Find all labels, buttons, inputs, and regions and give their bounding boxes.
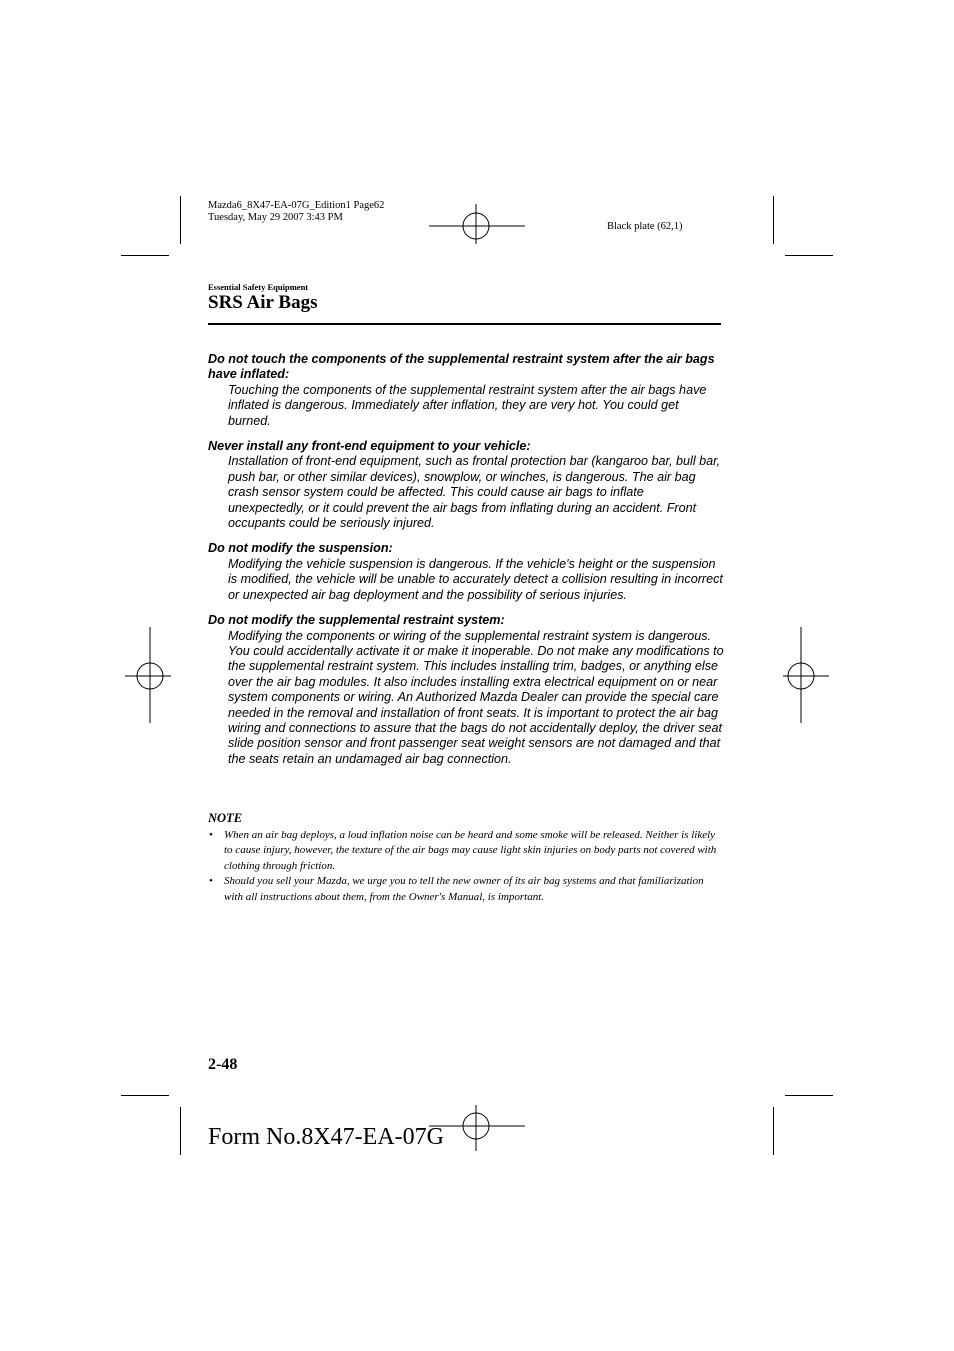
registration-mark-left (125, 627, 171, 723)
title-rule (208, 323, 721, 325)
form-number: Form No.8X47-EA-07G (208, 1124, 444, 1150)
warning-item (208, 439, 724, 531)
warning-heading: Do not touch the components of the supplemental restraint system after the air bags have inflated: (208, 352, 715, 382)
print-meta-file: Mazda6_8X47-EA-07G_Edition1 Page62 (208, 200, 385, 211)
registration-mark-right (783, 627, 829, 723)
crop-mark (773, 196, 774, 244)
crop-mark (785, 1095, 833, 1096)
bullet-icon: • (209, 875, 213, 888)
bullet-icon: • (209, 828, 213, 841)
warning-list (208, 352, 724, 777)
crop-mark (773, 1107, 774, 1155)
crop-mark (180, 1107, 181, 1155)
warning-item (208, 613, 724, 767)
crop-mark (785, 255, 833, 256)
section-label: Essential Safety Equipment (208, 282, 309, 292)
note-text: Should you sell your Mazda, we urge you to tell the new owner of its air bag systems and that familiarization with all instructions about them, from the Owner's Manual, is important. (224, 875, 704, 903)
warning-heading: Never install any front-end equipment to your vehicle: (208, 439, 531, 454)
note-heading: NOTE (208, 811, 243, 825)
warning-text: Touching the components of the supplemental restraint system after the air bags have inflated is dangerous. Immediately after inflation, they are very hot. You could get burned. (228, 382, 707, 428)
registration-mark-top (429, 204, 525, 244)
note-item (208, 828, 724, 875)
crop-mark (121, 255, 169, 256)
plate-label: Black plate (62,1) (607, 221, 683, 232)
note-section (208, 811, 724, 906)
note-item (208, 874, 724, 905)
print-meta-date: Tuesday, May 29 2007 3:43 PM (208, 212, 343, 223)
page-number: 2-48 (208, 1056, 238, 1073)
warning-text: Installation of front-end equipment, such as frontal protection bar (kangaroo bar, bull bar, push bar, or other similar devices), snowplow, or winches, is dangerous. The air bag crash sensor system could be affected. This could cause air bags to inflate unexpectedly, or it could prevent the air bags from inflating during an accident. Front occupants could be seriously injured. (228, 454, 721, 531)
warning-text: Modifying the vehicle suspension is dangerous. If the vehicle's height or the suspension is modified, the vehicle will be unable to accurately detect a collision resulting in incorrect or unexpected air bag deployment and the possibility of serious injuries. (228, 556, 723, 602)
warning-heading: Do not modify the supplemental restraint system: (208, 613, 505, 628)
crop-mark (121, 1095, 169, 1096)
page-title: SRS Air Bags (208, 292, 318, 313)
print-meta (208, 200, 384, 224)
warning-item (208, 352, 724, 429)
warning-heading: Do not modify the suspension: (208, 541, 393, 556)
warning-text: Modifying the components or wiring of the supplemental restraint system is dangerous. You could accidentally activate it or make it inoperable. Do not make any modifications to the supplemental restraint system. This includes installing trim, badges, or anything else over the air bag modules. It also includes installing extra electrical equipment on or near system components or wiring. An Authorized Mazda Dealer can provide the special care needed in the removal and installation of front seats. It is important to protect the air bag wiring and connections to assure that the bags do not accidentally deploy, the driver seat slide position sensor and front passenger seat weight sensors are not damaged and that the seats retain an undamaged air bag connection. (228, 628, 724, 766)
warning-item (208, 541, 724, 603)
crop-mark (180, 196, 181, 244)
note-text: When an air bag deploys, a loud inflation noise can be heard and some smoke will be released. Neither is likely to cause injury, however, the texture of the air bags may cause light skin injuries on body parts not covered with clothing through friction. (224, 828, 717, 872)
